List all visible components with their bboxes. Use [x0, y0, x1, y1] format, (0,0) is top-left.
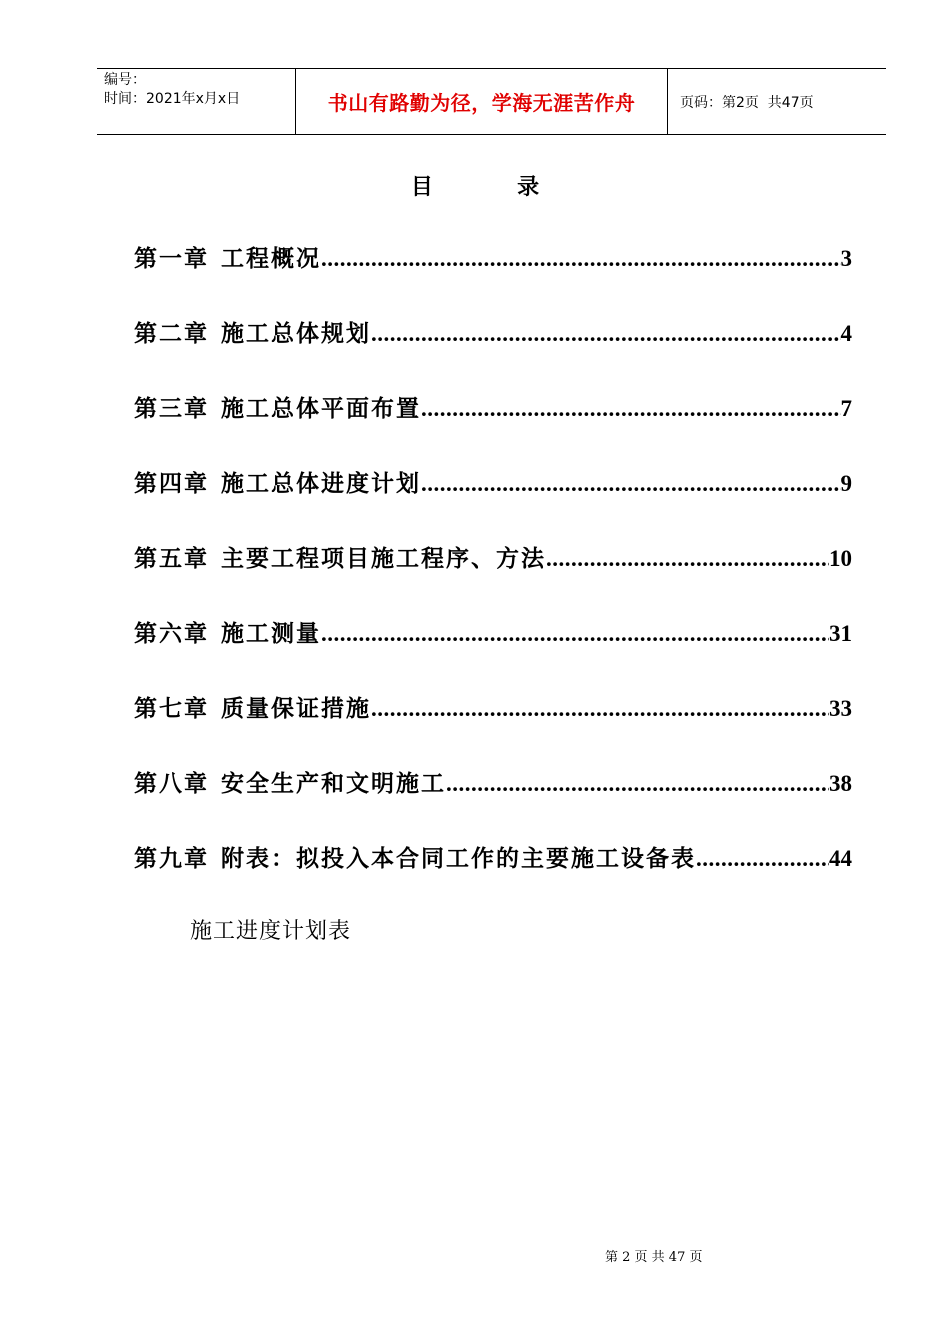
toc-page-number: 31 [829, 621, 852, 646]
toc-chapter: 第一章 [134, 245, 209, 272]
toc-leader-dots [421, 390, 841, 427]
toc-item-name: 施工总体进度计划 [221, 470, 421, 497]
toc-item[interactable] [134, 690, 852, 727]
toc-title-right: 录 [517, 174, 540, 200]
toc-title [0, 170, 950, 201]
toc-chapter: 第四章 [134, 470, 209, 497]
table-of-contents [134, 240, 852, 915]
toc-item[interactable] [134, 840, 852, 877]
toc-chapter: 第九章 [134, 845, 209, 872]
header-meta-cell [97, 69, 296, 134]
toc-leader-dots [371, 690, 829, 727]
toc-item-name: 施工总体规划 [221, 320, 371, 347]
toc-leader-dots [421, 465, 841, 502]
toc-chapter: 第六章 [134, 620, 209, 647]
toc-item-name: 安全生产和文明施工 [221, 770, 446, 797]
toc-chapter: 第七章 [134, 695, 209, 722]
toc-leader-dots [446, 765, 829, 802]
toc-page-number: 33 [829, 696, 852, 721]
page-header [97, 68, 886, 135]
toc-page-number: 44 [829, 846, 852, 871]
toc-item-name: 工程概况 [221, 245, 321, 272]
toc-item-name: 质量保证措施 [221, 695, 371, 722]
toc-item-name: 附表：拟投入本合同工作的主要施工设备表 [221, 845, 696, 872]
toc-chapter: 第三章 [134, 395, 209, 422]
toc-chapter: 第八章 [134, 770, 209, 797]
toc-page-number: 7 [840, 396, 852, 421]
toc-chapter: 第五章 [134, 545, 209, 572]
toc-extra-item[interactable]: 施工进度计划表 [190, 919, 352, 944]
toc-page-number: 3 [840, 246, 852, 271]
page-footer: 第 2 页 共 47 页 [605, 1250, 703, 1265]
toc-item[interactable] [134, 390, 852, 427]
toc-chapter: 第二章 [134, 320, 209, 347]
toc-page-number: 4 [840, 321, 852, 346]
toc-leader-dots [321, 240, 841, 277]
header-page-info: 页码：第2页 共47页 [680, 94, 814, 111]
toc-item-name: 施工测量 [221, 620, 321, 647]
toc-page-number: 9 [840, 471, 852, 496]
toc-page-number: 10 [829, 546, 852, 571]
header-motto: 书山有路勤为径，学海无涯苦作舟 [296, 69, 668, 134]
document-time: 时间：2021年x月x日 [104, 91, 241, 107]
toc-item[interactable] [134, 540, 852, 577]
toc-item[interactable] [134, 465, 852, 502]
toc-leader-dots [321, 615, 829, 652]
document-number-label: 编号： [104, 72, 146, 88]
toc-item[interactable] [134, 315, 852, 352]
toc-item-name: 主要工程项目施工程序、方法 [221, 545, 546, 572]
toc-item[interactable] [134, 765, 852, 802]
toc-leader-dots [371, 315, 841, 352]
toc-leader-dots [546, 540, 829, 577]
toc-title-left: 目 [410, 174, 433, 200]
toc-item-name: 施工总体平面布置 [221, 395, 421, 422]
toc-item[interactable] [134, 615, 852, 652]
toc-leader-dots [696, 840, 829, 877]
toc-page-number: 38 [829, 771, 852, 796]
toc-item[interactable] [134, 240, 852, 277]
